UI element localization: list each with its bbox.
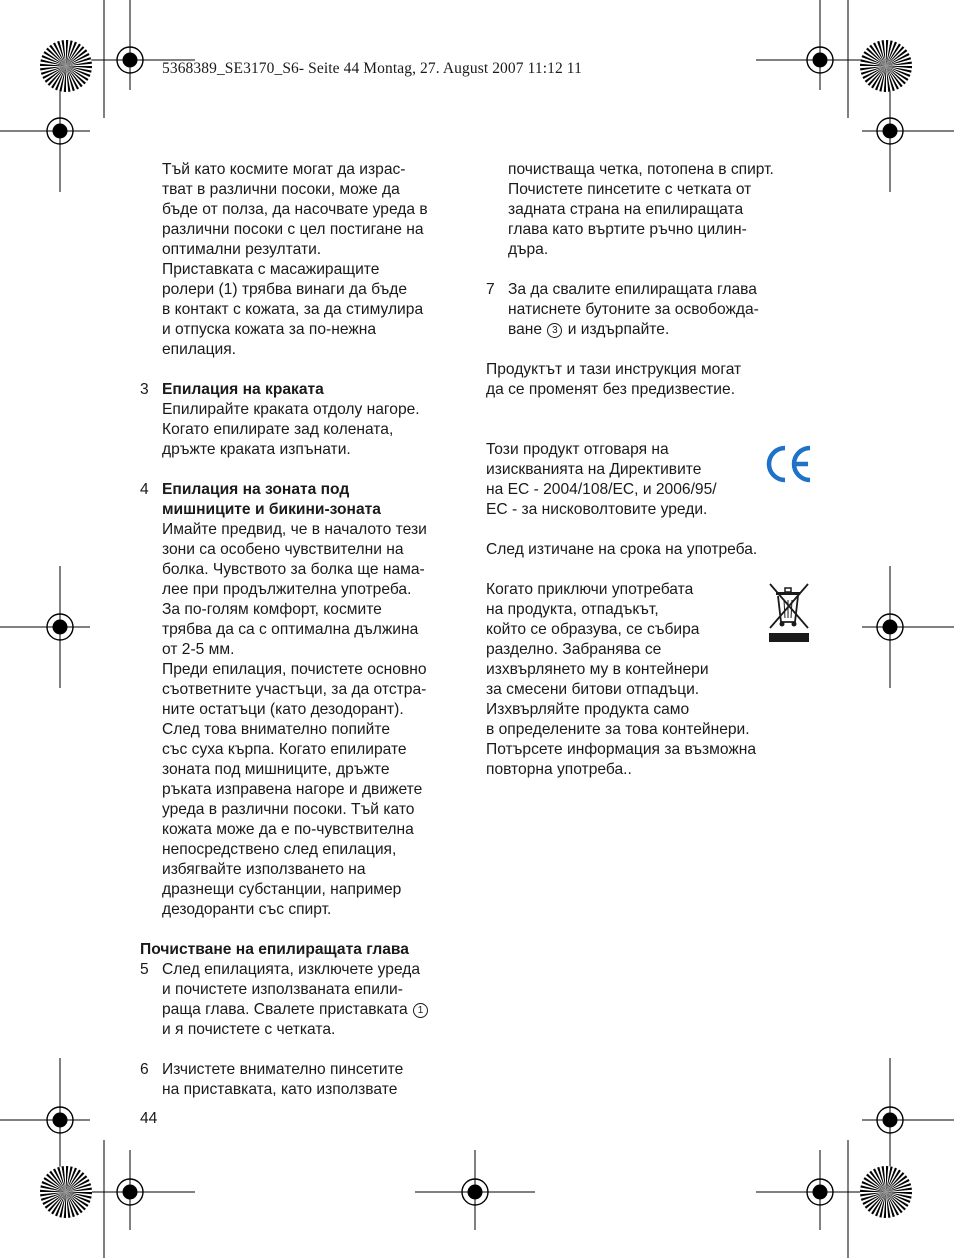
text-line: бъде от полза, да насочвате уреда в: [162, 201, 428, 218]
text-line: тват в различни посоки, може да: [162, 181, 400, 198]
text-line: Тъй като космите могат да израс-: [162, 161, 406, 178]
print-header: 5368389_SE3170_S6- Seite 44 Montag, 27. August 2007 11:12 11: [162, 60, 582, 77]
text-line: ролери (1) трябва винаги да бъде: [162, 281, 408, 298]
text-line: задната страна на епилиращата: [508, 201, 744, 218]
text-line: Приставката с масажиращите: [162, 261, 380, 278]
text-line: Епилирайте краката отдолу нагоре.: [162, 401, 420, 418]
text-line: Изчистете внимателно пинсетите: [162, 1061, 404, 1078]
text-line: Когато приключи употребата: [486, 581, 694, 598]
text-line: оптимални резултати.: [162, 241, 322, 258]
step-number: 5: [140, 961, 149, 978]
text-line: и я почистете с четката.: [162, 1021, 336, 1038]
step-heading: мишниците и бикини-зоната: [162, 501, 381, 518]
text-line: Преди епилация, почистете основно: [162, 661, 427, 678]
circled-number: 1: [413, 1003, 428, 1018]
text-line: и почистете използваната епили-: [162, 981, 403, 998]
step-number: 6: [140, 1061, 149, 1078]
text-line: непосредствено след епилация,: [162, 841, 397, 858]
text-line: зони са особено чувствителни на: [162, 541, 404, 558]
text-line: кожата може да е по-чувствителна: [162, 821, 414, 838]
text-line: ръката изправена нагоре и движете: [162, 781, 423, 798]
text-line: ЕС - за нисковолтовите уреди.: [486, 501, 708, 518]
text-line: След това внимателно попийте: [162, 721, 390, 738]
text-line: трябва да са с оптимална дължина: [162, 621, 419, 638]
notice-paragraph: [486, 360, 816, 400]
text-line: изхвърлянето му в контейнери: [486, 661, 709, 678]
text-line: лее при продължителна употреба.: [162, 581, 412, 598]
step-7: [486, 280, 816, 340]
step-4: [140, 480, 475, 920]
ce-mark-icon: [766, 442, 814, 486]
text-line: в контакт с кожата, за да стимулира: [162, 301, 424, 318]
section-heading-cleaning: Почистване на епилиращата глава: [140, 941, 409, 958]
text-line: дъра.: [508, 241, 549, 258]
text-line: в определените за това контейнери.: [486, 721, 750, 738]
text-line: глава като въртите ръчно цилин-: [508, 221, 747, 238]
text-line: дразнещи субстанции, например: [162, 881, 402, 898]
text-line: болка. Чувството за болка ще нама-: [162, 561, 425, 578]
left-column: [140, 160, 475, 1100]
text-line: Имайте предвид, че в началото тези: [162, 521, 427, 538]
text-line: почистваща четка, потопена в спирт.: [508, 161, 774, 178]
text-line: За по-голям комфорт, космите: [162, 601, 382, 618]
step-heading: Епилация на краката: [162, 381, 324, 398]
text-line: избягвайте използването на: [162, 861, 366, 878]
step-number: 4: [140, 481, 149, 498]
intro-paragraph: [140, 160, 475, 360]
star-target-icon: [40, 1166, 92, 1218]
text-line: разделно. Забранява се: [486, 641, 662, 658]
text-line: съответните участъци, за да отстра-: [162, 681, 427, 698]
step-heading: Епилация на зоната под: [162, 481, 350, 498]
circled-number: 3: [547, 323, 562, 338]
text-line: изискванията на Директивите: [486, 461, 702, 478]
text-line: на ЕС - 2004/108/ЕС, и 2006/95/: [486, 481, 717, 498]
text-line: натиснете бутоните за освобожда-: [508, 301, 759, 318]
text-line: дръжте краката изпънати.: [162, 441, 351, 458]
text-line: който се образува, се събира: [486, 621, 700, 638]
text-line: Продуктът и тази инструкция могат: [486, 361, 742, 378]
text-line: Потърсете информация за възможна: [486, 741, 757, 758]
text-line: и отпуска кожата за по-нежна: [162, 321, 377, 338]
text-line: Изхвърляйте продукта само: [486, 701, 690, 718]
text-line: дезодоранти със спирт.: [162, 901, 332, 918]
text-line: След епилацията, изключете уреда: [162, 961, 421, 978]
end-of-life-paragraph: [486, 540, 816, 560]
step-6-continued: [486, 160, 816, 260]
text-line: епилация.: [162, 341, 237, 358]
step-3: [140, 380, 475, 460]
text-line: зоната под мишниците, дръжте: [162, 761, 390, 778]
star-target-icon: [860, 40, 912, 92]
text-line: ване 3 и издърпайте.: [508, 321, 670, 338]
text-line: Този продукт отговаря на: [486, 441, 669, 458]
text-line: За да свалите епилиращата глава: [508, 281, 757, 298]
text-line: за смесени битови отпадъци.: [486, 681, 700, 698]
text-line: раща глава. Свалете приставката 1: [162, 1000, 475, 1020]
text-line: от 2-5 мм.: [162, 641, 235, 658]
step-6: [140, 1060, 475, 1100]
page-number: 44: [140, 1110, 158, 1127]
text-line: различни посоки с цел постигане на: [162, 221, 424, 238]
step-number: 7: [486, 281, 495, 298]
star-target-icon: [860, 1166, 912, 1218]
text-line: уреда в различни посоки. Тъй като: [162, 801, 415, 818]
crossed-bin-icon: [766, 582, 812, 644]
text-line: ните остатъци (като дезодорант).: [162, 701, 404, 718]
text-line: със суха кърпа. Когато епилирате: [162, 741, 407, 758]
text-line: Когато епилирате зад колената,: [162, 421, 394, 438]
text-line: След изтичане на срока на употреба.: [486, 541, 758, 558]
text-line: повторна употреба..: [486, 761, 632, 778]
text-line: Почистете пинсетите с четката от: [508, 181, 752, 198]
text-line: на приставката, като използвате: [162, 1081, 398, 1098]
step-number: 3: [140, 381, 149, 398]
text-line: на продукта, отпадъкът,: [486, 601, 659, 618]
star-target-icon: [40, 40, 92, 92]
text-line: да се променят без предизвестие.: [486, 381, 736, 398]
step-5: [140, 960, 475, 1040]
